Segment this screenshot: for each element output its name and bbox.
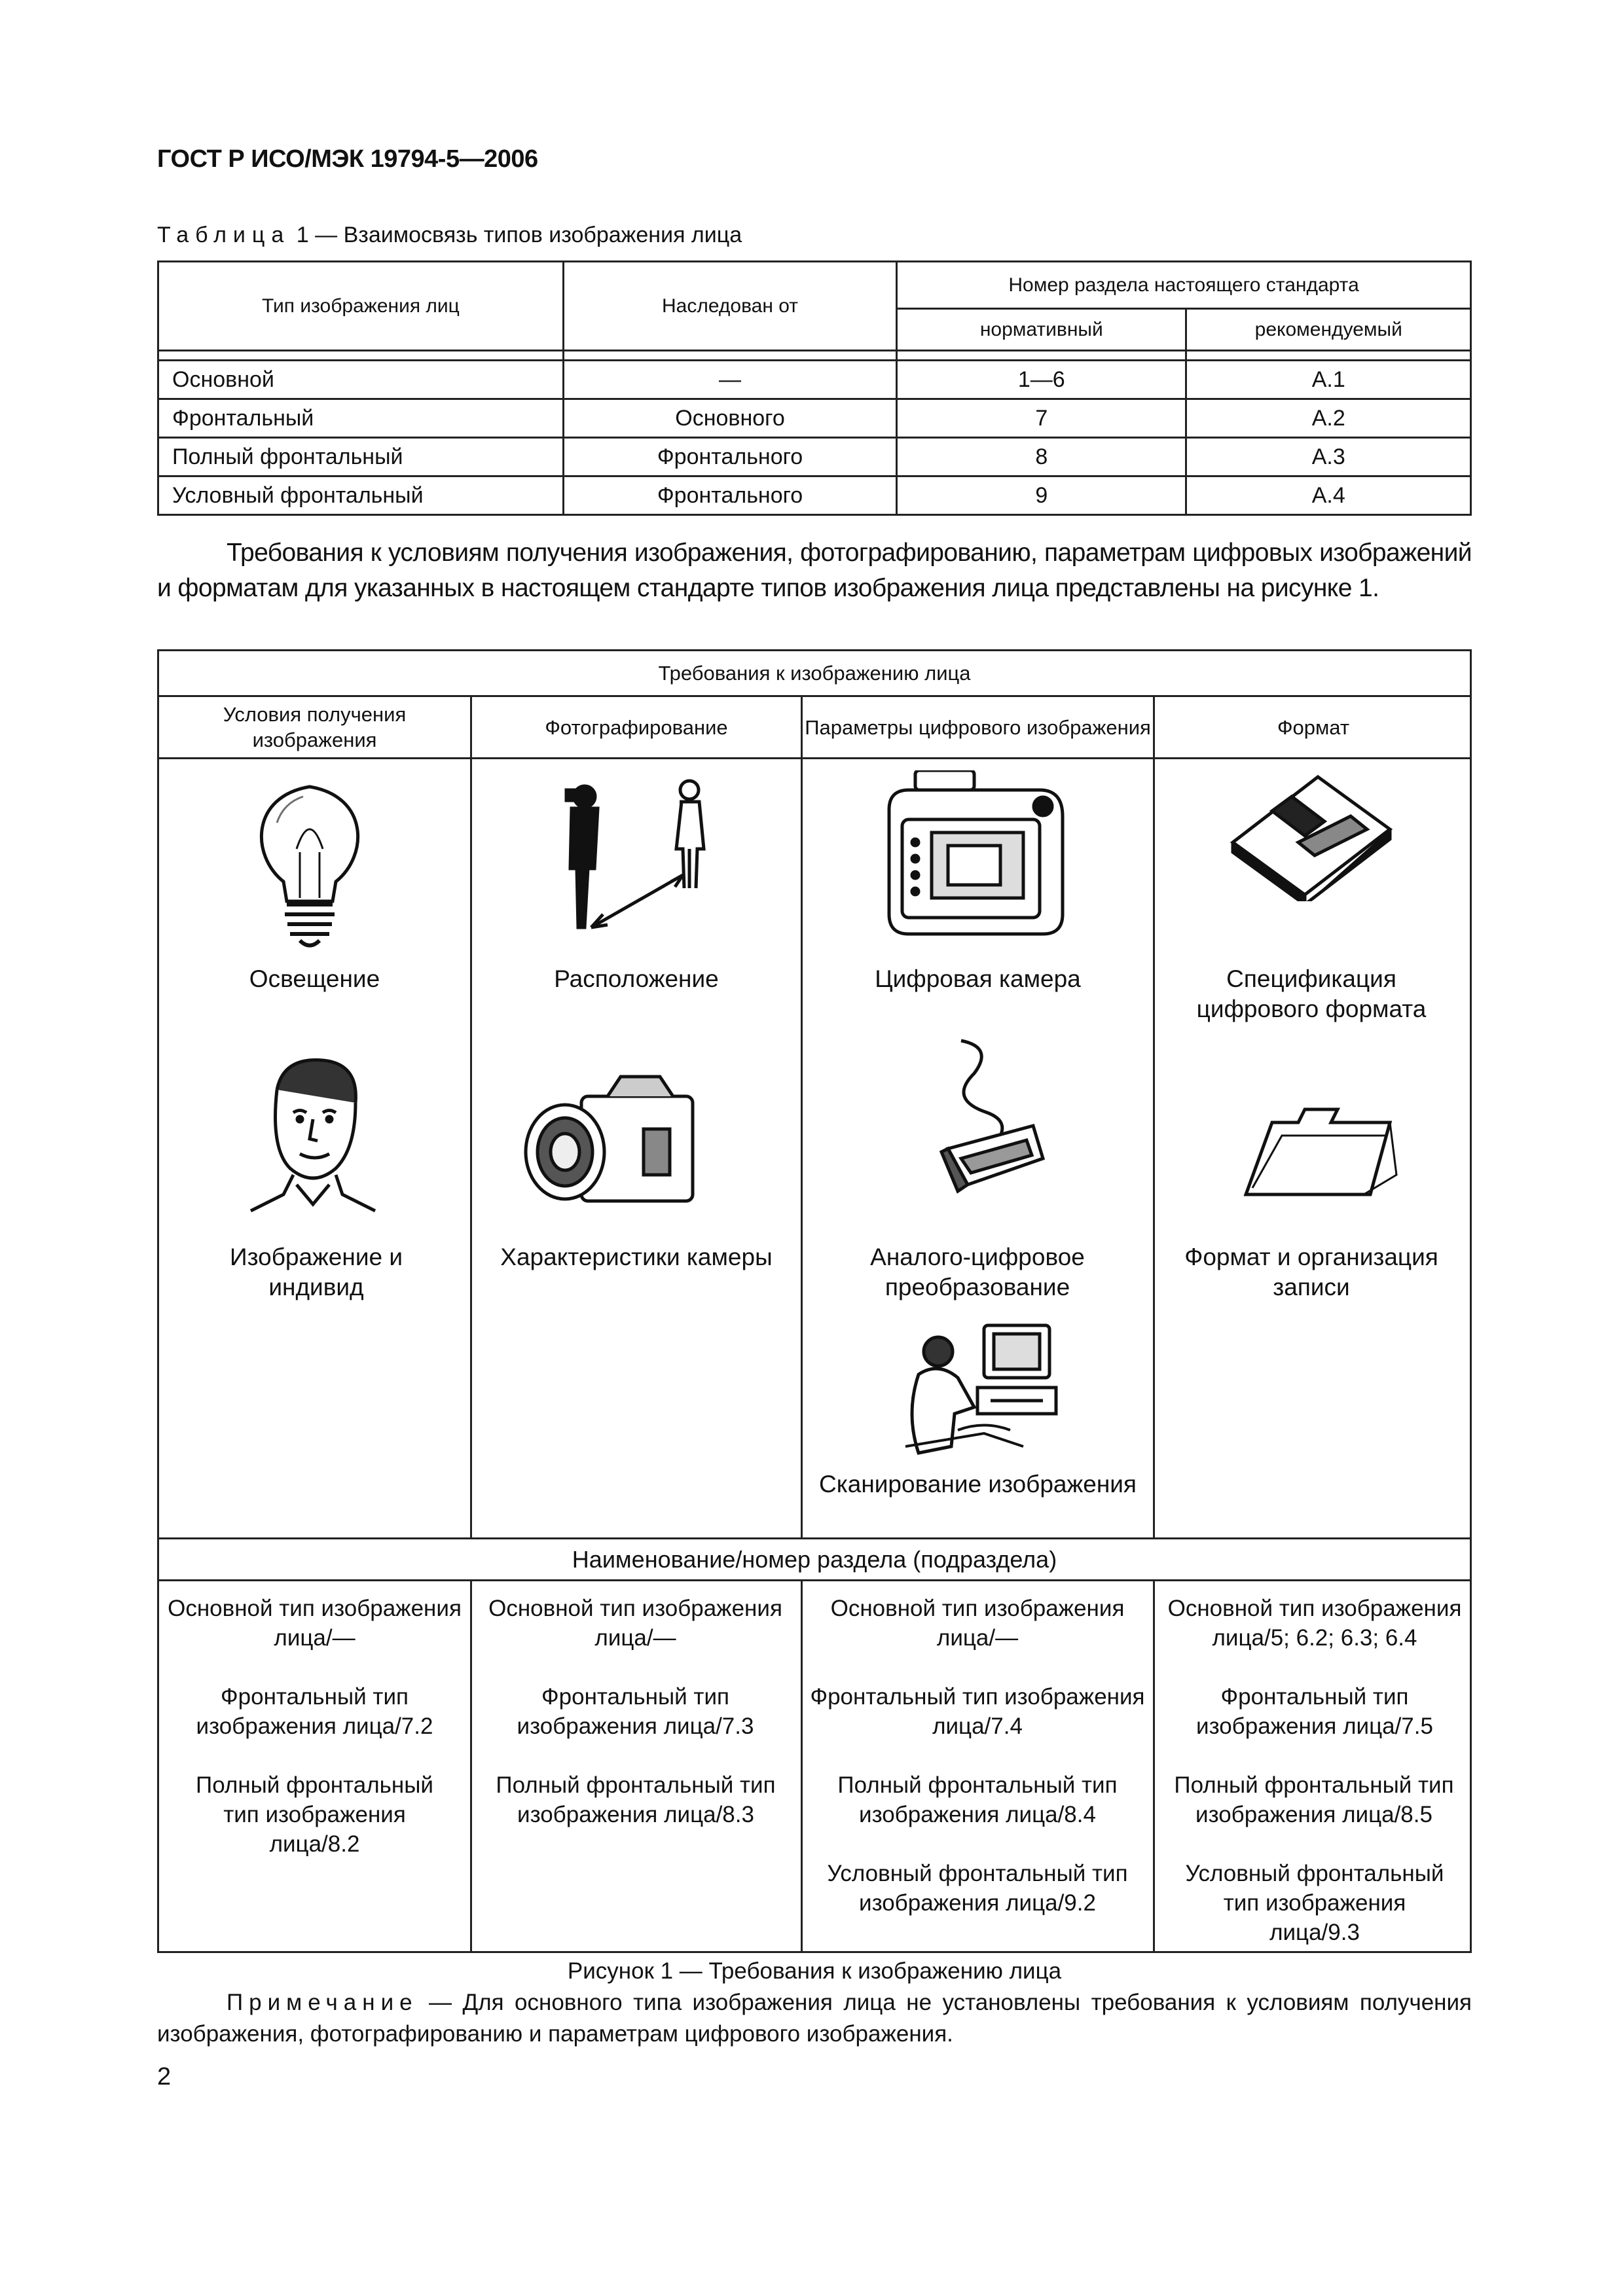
row-inherited: — [563, 361, 896, 399]
section-ref: Фронтальный тип изображения лица/7.4 [810, 1684, 1145, 1739]
table-caption-word: Таблица [157, 223, 291, 247]
section-ref: Основной тип изображения лица/— [168, 1596, 462, 1651]
column-header-format: Формат [1277, 715, 1350, 739]
face-icon [244, 1050, 382, 1221]
body-paragraph [157, 535, 1472, 606]
row-type: Основной [158, 361, 564, 399]
section-ref: Фронтальный тип изображения лица/7.3 [517, 1684, 754, 1739]
row-type: Фронтальный [158, 399, 564, 438]
label-digital-camera: Цифровая камера [875, 965, 1081, 992]
table-caption [157, 223, 742, 248]
table-row [158, 438, 1471, 476]
table-row [158, 399, 1471, 438]
row-type: Полный фронтальный [158, 438, 564, 476]
row-recommended: A.1 [1186, 361, 1471, 399]
people-distance-icon [532, 770, 729, 954]
digital-camera-icon [876, 770, 1072, 947]
section-ref: Полный фронтальный тип изображения лица/8.4 [837, 1772, 1118, 1827]
row-normative: 8 [897, 438, 1186, 476]
header-inherited: Наследован от [563, 262, 896, 351]
floppy-disk-icon [1226, 770, 1396, 901]
figure-title: Требования к изображению лица [658, 662, 971, 685]
row-recommended: A.3 [1186, 438, 1471, 476]
section-ref: Фронтальный тип изображения лица/7.2 [196, 1684, 433, 1739]
label-camera-specs: Характеристики камеры [500, 1244, 773, 1270]
label-format-org: Формат и организация записи [1184, 1244, 1438, 1300]
label-positioning: Расположение [554, 965, 719, 992]
header-type: Тип изображения лиц [158, 262, 564, 351]
label-lighting: Освещение [249, 965, 380, 992]
label-scanning: Сканирование изображения [819, 1471, 1137, 1498]
section-ref: Условный фронтальный тип изображения лица/9.2 [827, 1861, 1128, 1916]
section-ref: Полный фронтальный тип изображения лица/8.5 [1174, 1772, 1454, 1827]
section-ref: Условный фронтальный тип изображения лица/9.3 [1185, 1861, 1444, 1945]
table-row [158, 476, 1471, 515]
column-header-conditions: Условия получения изображения [223, 703, 407, 751]
row-recommended: A.4 [1186, 476, 1471, 515]
scanning-person-icon [892, 1316, 1063, 1460]
sections-header: Наименование/номер раздела (подраздела) [572, 1546, 1057, 1573]
label-ad-conversion: Аналого-цифровое преобразование [870, 1244, 1085, 1300]
folder-icon [1233, 1096, 1403, 1208]
row-normative: 7 [897, 399, 1186, 438]
table-row [158, 361, 1471, 399]
column-header-photography: Фотографирование [545, 715, 728, 739]
section-ref: Полный фронтальный тип изображения лица/8.3 [496, 1772, 776, 1827]
lightbulb-icon [244, 770, 375, 954]
label-format-spec: Спецификация цифрового формата [1196, 965, 1427, 1022]
paragraph-text: Требования к условиям получения изображения, фотографированию, параметрам цифровых изображений и форматам для указанных в настоящем стандарте типов изображения лица представлены на рисунке 1. [157, 539, 1472, 602]
row-recommended: A.2 [1186, 399, 1471, 438]
note-text: — Для основного типа изображения лица не установлены требования к условиям получения изображения, фотографированию и параметрам цифрового изображения. [157, 1990, 1472, 2047]
table-caption-text: 1 — Взаимосвязь типов изображения лица [296, 223, 742, 247]
header-recommended: рекомендуемый [1186, 309, 1471, 351]
camera-icon [516, 1070, 706, 1214]
note [157, 1987, 1472, 2050]
row-type: Условный фронтальный [158, 476, 564, 515]
section-ref: Основной тип изображения лица/5; 6.2; 6.3; 6.4 [1167, 1596, 1462, 1651]
column-header-digital-params: Параметры цифрового изображения [805, 715, 1151, 739]
label-image-individual: Изображение и индивид [229, 1244, 403, 1300]
page-number: 2 [157, 2063, 172, 2090]
face-image-types-table [157, 260, 1472, 516]
note-label: Примечание [227, 1990, 418, 2015]
row-normative: 1—6 [897, 361, 1186, 399]
section-ref: Основной тип изображения лица/— [488, 1596, 782, 1651]
row-inherited: Основного [563, 399, 896, 438]
section-ref: Основной тип изображения лица/— [830, 1596, 1125, 1651]
header-normative: нормативный [897, 309, 1186, 351]
header-section-group: Номер раздела настоящего стандарта [897, 262, 1471, 309]
row-inherited: Фронтального [563, 438, 896, 476]
section-ref: Фронтальный тип изображения лица/7.5 [1196, 1684, 1433, 1739]
figure-requirements [157, 649, 1472, 1953]
connector-cable-icon [922, 1034, 1053, 1204]
figure-caption: Рисунок 1 — Требования к изображению лица [567, 1958, 1062, 1984]
section-ref: Полный фронтальный тип изображения лица/8.2 [196, 1772, 433, 1857]
document-header: ГОСТ Р ИСО/МЭК 19794-5—2006 [157, 145, 538, 173]
row-inherited: Фронтального [563, 476, 896, 515]
row-normative: 9 [897, 476, 1186, 515]
